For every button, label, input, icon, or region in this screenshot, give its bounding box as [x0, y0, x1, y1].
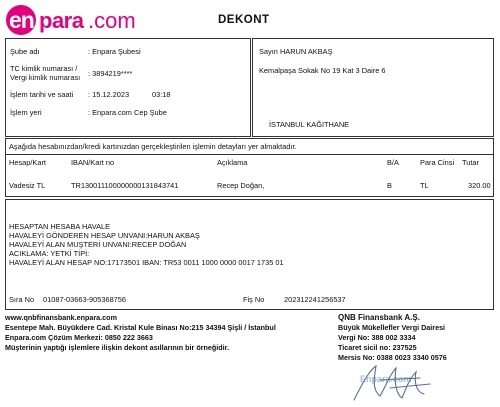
- footer-website: www.qnbfinansbank.enpara.com: [5, 313, 117, 322]
- sira-value: 01087-03663-905368756: [43, 295, 127, 304]
- intro-divider: [6, 154, 493, 155]
- fis-value: 202312241256537: [284, 295, 346, 304]
- tax-id-label-2: Vergi kimlik numarası: [10, 73, 81, 82]
- logo-para-text: para: [39, 8, 84, 33]
- location-label: İşlem yeri: [10, 108, 42, 117]
- footer-tax-office: Büyük Mükellefler Vergi Dairesi: [338, 323, 446, 332]
- detail-line-type: HESAPTAN HESABA HAVALE: [9, 222, 111, 231]
- header-iban: IBAN/Kart no: [71, 158, 115, 167]
- header-ba: B/A: [387, 158, 399, 167]
- footer-disclaimer: Müşterinin yaptığı işlemlere ilişkin dekont asıllarının bir örneğidir.: [5, 343, 230, 352]
- header-currency: Para Cinsi: [420, 158, 455, 167]
- recipient-name: Sayın HARUN AKBAŞ: [259, 47, 333, 56]
- datetime-label: İşlem tarihi ve saati: [10, 90, 74, 99]
- footer-phone: Enpara.com Çözüm Merkezi: 0850 222 3663: [5, 333, 153, 342]
- enpara-logo: [6, 5, 136, 35]
- row-account: Vadesiz TL: [9, 181, 46, 190]
- tax-id-value: : 3894219****: [88, 69, 133, 78]
- header-amount: Tutar: [462, 158, 479, 167]
- row-ba: B: [387, 181, 392, 190]
- branch-value: : Enpara Şubesi: [88, 47, 141, 56]
- header-description: Açıklama: [217, 158, 248, 167]
- stamp-text: Enpara.com: [360, 374, 412, 384]
- detail-line-receiver: HAVALEYİ ALAN MUŞTERİ UNVANI:RECEP DOĞAN: [9, 240, 187, 249]
- recipient-address-box: [252, 38, 494, 137]
- footer-bank-legal: [338, 313, 498, 363]
- header-account: Hesap/Kart: [9, 158, 46, 167]
- footer-bank-contact: [5, 313, 305, 353]
- footer-mersis: Mersis No: 0388 0023 3340 0576: [338, 353, 447, 362]
- row-amount: 320.00: [468, 181, 491, 190]
- detail-line-account: HAVALEYİ ALAN HESAP NO:17173501 IBAN: TR53 0011 1000 0000 0017 1735 01: [9, 258, 284, 267]
- detail-line-sender: HAVALEYİ GÖNDEREN HESAP UNVANI:HARUN AKBAŞ: [9, 231, 200, 240]
- logo-en-text: en: [9, 7, 34, 33]
- row-iban: TR130011100000000131843741: [71, 181, 179, 190]
- fis-label: Fiş No: [243, 295, 265, 304]
- footer-address: Esentepe Mah. Büyükdere Cad. Kristal Kule Binası No:215 34394 Şişli / İstanbul: [5, 323, 276, 332]
- footer-tax-no: Vergi No: 388 002 3334: [338, 333, 416, 342]
- row-description: Recep Doğan,: [217, 181, 265, 190]
- branch-label: Şube adı: [10, 47, 40, 56]
- tax-id-label: TC kimlik numarası /: [10, 64, 78, 73]
- document-title: DEKONT: [218, 14, 270, 26]
- transaction-intro: Aşağıda hesabınızdan/kredi kartınızdan gerçekleştirilen işlemin detayları yer almaktadır.: [9, 142, 297, 151]
- detail-line-note: ACIKLAMA: YETKİ TİPİ:: [9, 249, 90, 258]
- recipient-city: İSTANBUL KAĞITHANE: [269, 120, 350, 129]
- signature-graphic: [350, 360, 440, 404]
- transaction-details-box: [5, 199, 494, 310]
- row-currency: TL: [420, 181, 429, 190]
- location-value: : Enpara.com Cep Şube: [88, 108, 167, 117]
- footer-trade-registry: Ticaret sicil no: 237525: [338, 343, 417, 352]
- logo-com-text: .com: [88, 8, 136, 33]
- bank-stamp-signature: [350, 360, 440, 404]
- time-value: 03:18: [152, 90, 171, 99]
- recipient-address: Kemalpaşa Sokak No 19 Kat 3 Daire 6: [259, 66, 386, 75]
- sira-label: Sıra No: [9, 295, 35, 304]
- transaction-table-box: [5, 138, 494, 197]
- date-value: : 15.12.2023: [88, 90, 130, 99]
- footer-bank-name: QNB Finansbank A.Ş.: [338, 313, 420, 322]
- transaction-info-box: [5, 38, 251, 137]
